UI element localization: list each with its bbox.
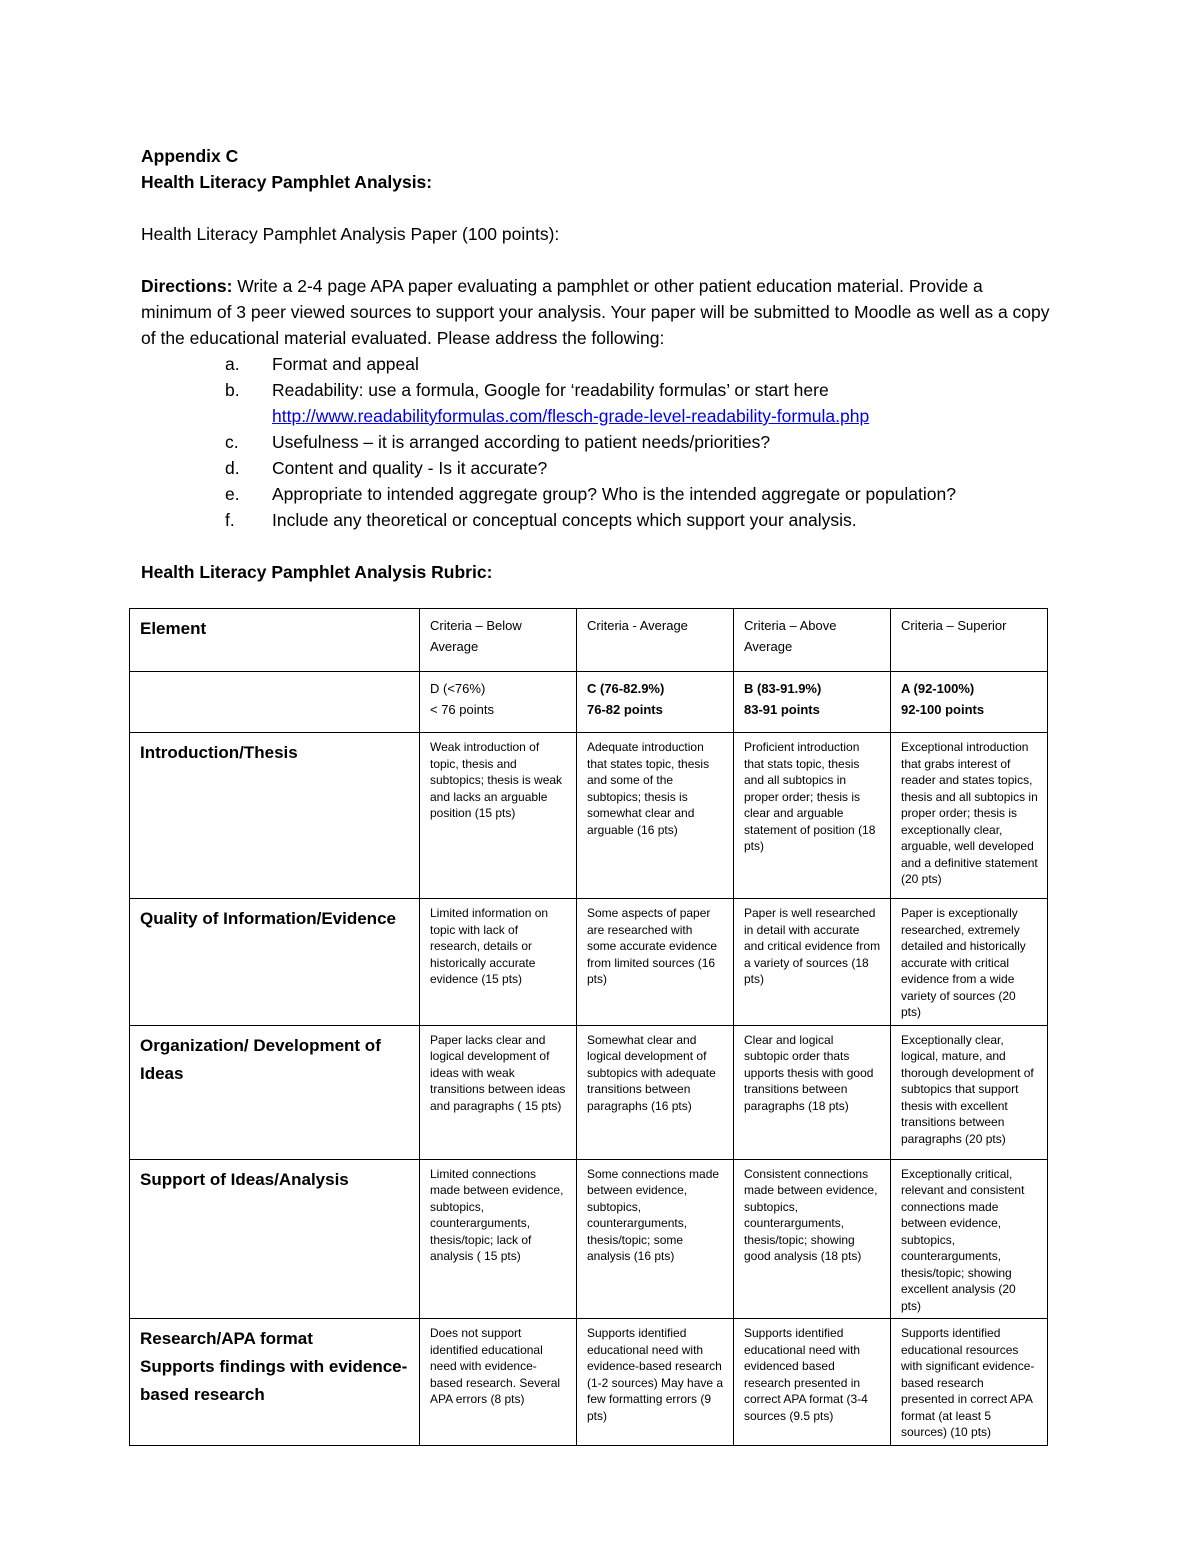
header-cell	[420, 609, 577, 672]
points-a: 92-100 points	[901, 702, 985, 717]
rubric-table	[129, 608, 1048, 1446]
table-row	[130, 1319, 1048, 1446]
grade-empty-cell	[130, 672, 420, 733]
criteria-below-average: Limited information on topic with lack of research, details or historically accurate evidence (15 pts)	[420, 899, 577, 1026]
list-item	[141, 351, 1051, 377]
grade-cell	[577, 672, 734, 733]
criteria-average: Adequate introduction that states topic, thesis and some of the subtopics; thesis is somewhat clear and arguable (16 pts)	[577, 733, 734, 899]
grade-cell	[891, 672, 1048, 733]
criteria-superior: Exceptional introduction that grabs interest of reader and states topics, thesis and all subtopics in proper order; thesis is exceptionally clear, arguable, well developed and a definitive statement (20 pts)	[891, 733, 1048, 899]
criteria-average: Supports identified educational need with evidence-based research (1-2 sources) May have a few formatting errors (9 pts)	[577, 1319, 734, 1446]
appendix-label: Appendix C	[141, 146, 239, 166]
list-marker: c.	[225, 432, 239, 452]
document-title: Health Literacy Pamphlet Analysis:	[141, 172, 433, 192]
criteria-superior: Exceptionally critical, relevant and consistent connections made between evidence, subtopics, counterarguments, thesis/topic; showing excellent analysis (20 pts)	[891, 1159, 1048, 1319]
readability-link[interactable]: http://www.readabilityformulas.com/flesch-grade-level-readability-formula.php	[272, 406, 870, 426]
header-below-average: Criteria – Below Average	[430, 618, 522, 654]
criteria-above-average: Proficient introduction that stats topic, thesis and all subtopics in proper order; thesis is clear and arguable statement of position (18 pts)	[734, 733, 891, 899]
criteria-below-average: Does not support identified educational need with evidence-based research. Several APA errors (8 pts)	[420, 1319, 577, 1446]
rubric-heading: Health Literacy Pamphlet Analysis Rubric:	[141, 562, 493, 582]
requirements-list	[141, 351, 1051, 533]
list-item	[141, 481, 1051, 507]
criteria-above-average: Consistent connections made between evidence, subtopics, counterarguments, thesis/topic; showing good analysis (18 pts)	[734, 1159, 891, 1319]
table-row	[130, 899, 1048, 1026]
criteria-below-average: Weak introduction of topic, thesis and subtopics; thesis is weak and lacks an arguable position (15 pts)	[420, 733, 577, 899]
criteria-above-average: Supports identified educational need with evidenced based research presented in correct APA format (3-4 sources (9.5 pts)	[734, 1319, 891, 1446]
table-row	[130, 1025, 1048, 1159]
directions-paragraph	[141, 273, 1051, 351]
element-support-of-ideas: Support of Ideas/Analysis	[140, 1169, 349, 1189]
criteria-below-average: Paper lacks clear and logical development of ideas with weak transitions between ideas and paragraphs ( 15 pts)	[420, 1025, 577, 1159]
list-item	[141, 377, 1051, 429]
header-cell	[734, 609, 891, 672]
table-row	[130, 733, 1048, 899]
header-average: Criteria - Average	[587, 618, 688, 633]
table-header-row	[130, 609, 1048, 672]
header-cell	[577, 609, 734, 672]
header-element: Element	[140, 619, 207, 638]
document-body	[141, 143, 1051, 585]
grade-c: C (76-82.9%)	[587, 681, 665, 696]
list-item-text: Usefulness – it is arranged according to patient needs/priorities?	[272, 432, 771, 452]
list-item-text: Content and quality - Is it accurate?	[272, 458, 548, 478]
points-b: 83-91 points	[744, 702, 820, 717]
list-item-text: Include any theoretical or conceptual concepts which support your analysis.	[272, 510, 857, 530]
list-marker: a.	[225, 354, 240, 374]
grade-d: D (<76%)	[430, 681, 486, 696]
element-cell	[130, 1025, 420, 1159]
element-cell	[130, 1159, 420, 1319]
list-marker: f.	[225, 510, 235, 530]
header-superior: Criteria – Superior	[901, 618, 1007, 633]
element-quality-of-information: Quality of Information/Evidence	[140, 909, 396, 928]
list-marker: b.	[225, 380, 240, 400]
header-element-cell	[130, 609, 420, 672]
list-item-text: Format and appeal	[272, 354, 419, 374]
list-marker: d.	[225, 458, 240, 478]
table-row	[130, 1159, 1048, 1319]
element-organization-development: Organization/ Development of Ideas	[140, 1035, 381, 1083]
criteria-superior: Paper is exceptionally researched, extremely detailed and historically accurate with critical evidence from a wide variety of sources (20 pts)	[891, 899, 1048, 1026]
list-item-text: Appropriate to intended aggregate group? Who is the intended aggregate or population?	[272, 484, 956, 504]
criteria-superior: Supports identified educational resources with significant evidence-based research presented in correct APA format (at least 5 sources) (10 pts)	[891, 1319, 1048, 1446]
criteria-average: Somewhat clear and logical development of subtopics with adequate transitions between paragraphs (16 pts)	[577, 1025, 734, 1159]
list-marker: e.	[225, 484, 240, 504]
element-cell	[130, 733, 420, 899]
element-cell	[130, 1319, 420, 1446]
paper-title: Health Literacy Pamphlet Analysis Paper (100 points):	[141, 224, 560, 244]
criteria-above-average: Paper is well researched in detail with accurate and critical evidence from a variety of sources (18 pts)	[734, 899, 891, 1026]
criteria-below-average: Limited connections made between evidence, subtopics, counterarguments, thesis/topic; lack of analysis ( 15 pts)	[420, 1159, 577, 1319]
list-item-text: Readability: use a formula, Google for ‘readability formulas’ or start here	[272, 380, 829, 400]
list-item	[141, 507, 1051, 533]
criteria-superior: Exceptionally clear, logical, mature, and thorough development of subtopics that support thesis with excellent transitions between paragraphs (20 pts)	[891, 1025, 1048, 1159]
element-cell	[130, 899, 420, 1026]
list-item	[141, 455, 1051, 481]
criteria-average: Some aspects of paper are researched with some accurate evidence from limited sources (16 pts)	[577, 899, 734, 1026]
directions-label: Directions:	[141, 276, 233, 296]
points-c: 76-82 points	[587, 702, 663, 717]
directions-text: Write a 2-4 page APA paper evaluating a pamphlet or other patient education material. Provide a minimum of 3 peer viewed sources to support your analysis. Your paper will be submitted to Moodle as well as a copy of the educational material evaluated. Please address the following:	[141, 276, 1050, 348]
grade-a: A (92-100%)	[901, 681, 975, 696]
header-above-average: Criteria – Above Average	[744, 618, 837, 654]
points-d: < 76 points	[430, 702, 494, 717]
header-cell	[891, 609, 1048, 672]
grade-cell	[734, 672, 891, 733]
grade-cell	[420, 672, 577, 733]
grade-b: B (83-91.9%)	[744, 681, 822, 696]
element-introduction-thesis: Introduction/Thesis	[140, 743, 298, 762]
grade-row	[130, 672, 1048, 733]
criteria-average: Some connections made between evidence, subtopics, counterarguments, thesis/topic; some analysis (16 pts)	[577, 1159, 734, 1319]
list-item	[141, 429, 1051, 455]
element-research-apa: Research/APA format Supports findings with evidence-based research	[140, 1329, 408, 1404]
criteria-above-average: Clear and logical subtopic order thats upports thesis with good transitions between paragraphs (18 pts)	[734, 1025, 891, 1159]
